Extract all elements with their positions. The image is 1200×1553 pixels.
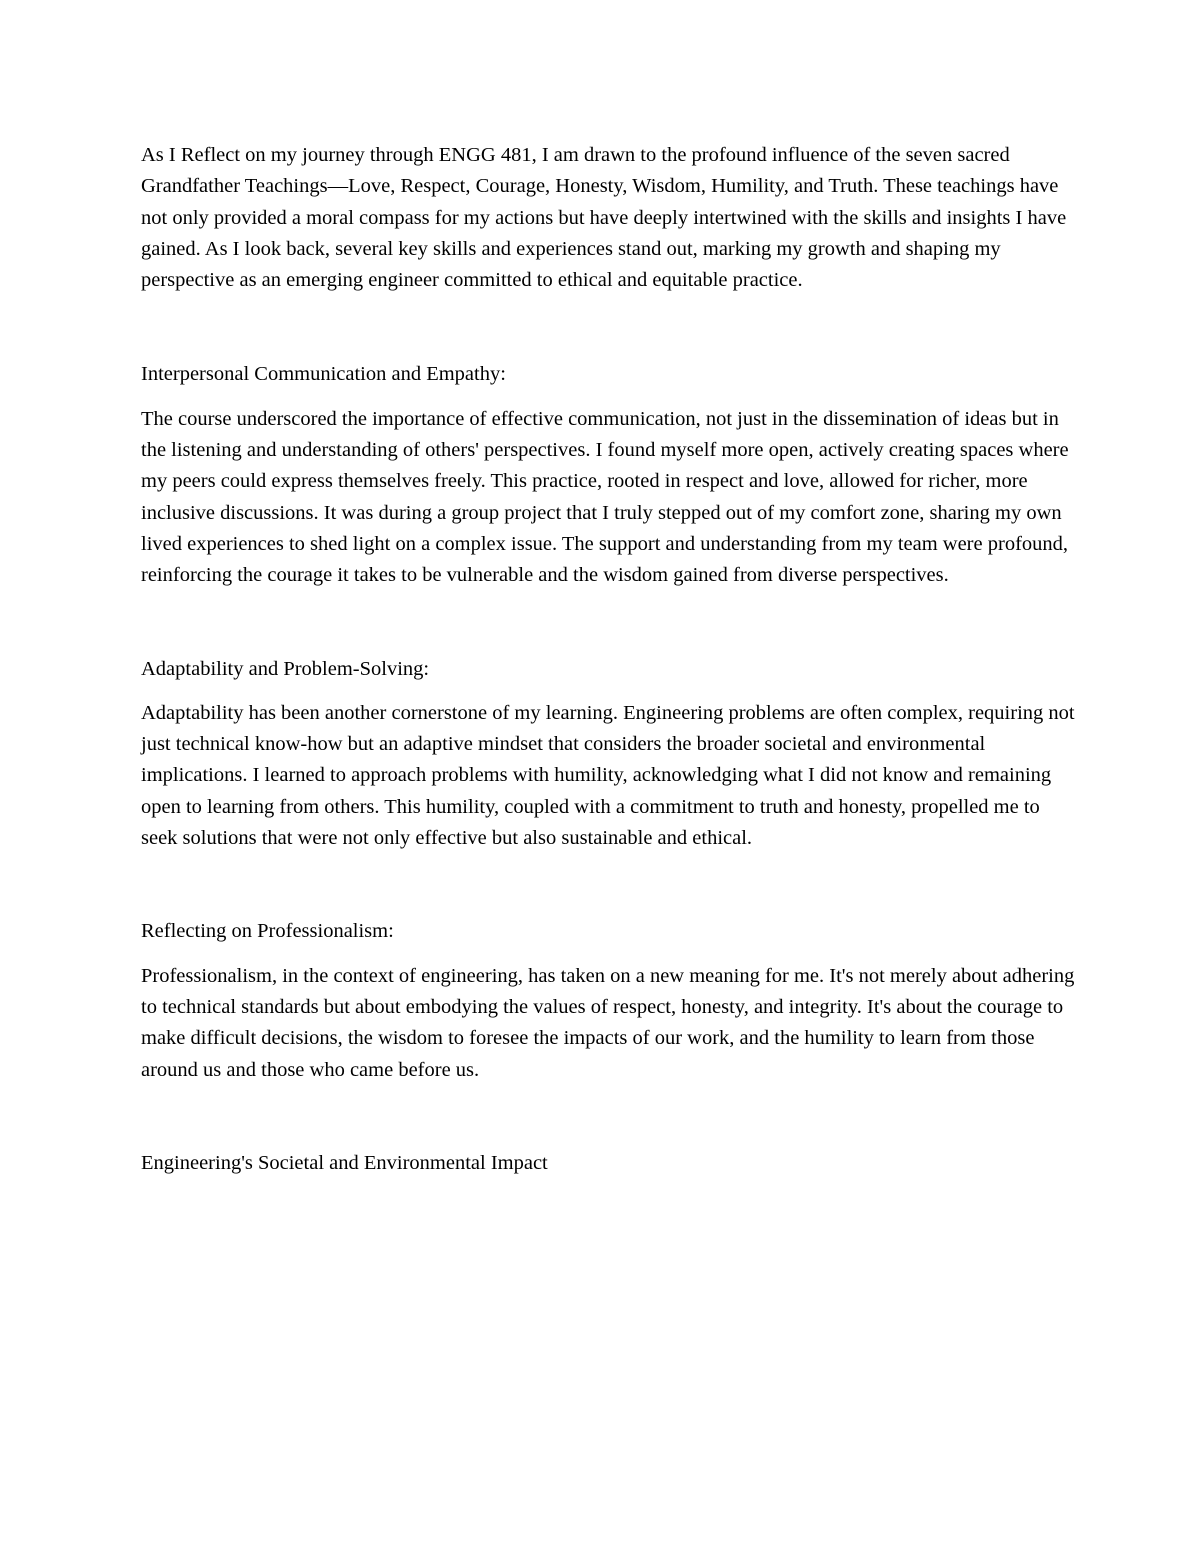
intro-paragraph: As I Reflect on my journey through ENGG 481, I am drawn to the profound influence of the seven sacred Grandfather Teachings—Love, Respect, Courage, Honesty, Wisdom, Humility, and Truth. These teachings have not only provided a moral compass for my actions but have deeply intertwined with the skills and insights I have gained. As I look back, several key skills and experiences stand out, marking my growth and shaping my perspective as an emerging engineer committed to ethical and equitable practice. xyxy=(141,144,1067,292)
section-body: Professionalism, in the context of engineering, has taken on a new meaning for me. It's not merely about adhering to technical standards but about embodying the values of respect, honesty, and integrity. It's about the courage to make difficult decisions, the wisdom to foresee the impacts of our work, and the humility to learn from those around us and those who came before us. xyxy=(141,964,1075,1081)
document-body xyxy=(141,140,1076,1192)
section-heading: Interpersonal Communication and Empathy: xyxy=(141,363,506,386)
section-heading: Engineering's Societal and Environmental Impact xyxy=(141,1151,548,1174)
section-professionalism xyxy=(141,916,1076,1085)
section-adaptability xyxy=(141,654,1076,855)
section-body: Adaptability has been another cornerstone of my learning. Engineering problems are often complex, requiring not just technical know-how but an adaptive mindset that considers the broader societal and environmental implications. I learned to approach problems with humility, acknowledging what I did not know and remaining open to learning from others. This humility, coupled with a commitment to truth and honesty, propelled me to seek solutions that were not only effective but also sustainable and ethical. xyxy=(141,701,1075,850)
section-interpersonal-communication xyxy=(141,359,1076,591)
section-body: The course underscored the importance of effective communication, not just in the dissemination of ideas but in the listening and understanding of others' perspectives. I found myself more open, actively creating spaces where my peers could express themselves freely. This practice, rooted in respect and love, allowed for richer, more inclusive discussions. It was during a group project that I truly stepped out of my comfort zone, sharing my own lived experiences to shed light on a complex issue. The support and understanding from my team were profound, reinforcing the courage it takes to be vulnerable and the wisdom gained from diverse perspectives. xyxy=(141,407,1069,587)
section-societal-impact xyxy=(141,1148,1076,1179)
section-heading: Adaptability and Problem-Solving: xyxy=(141,657,430,680)
section-heading: Reflecting on Professionalism: xyxy=(141,920,394,943)
